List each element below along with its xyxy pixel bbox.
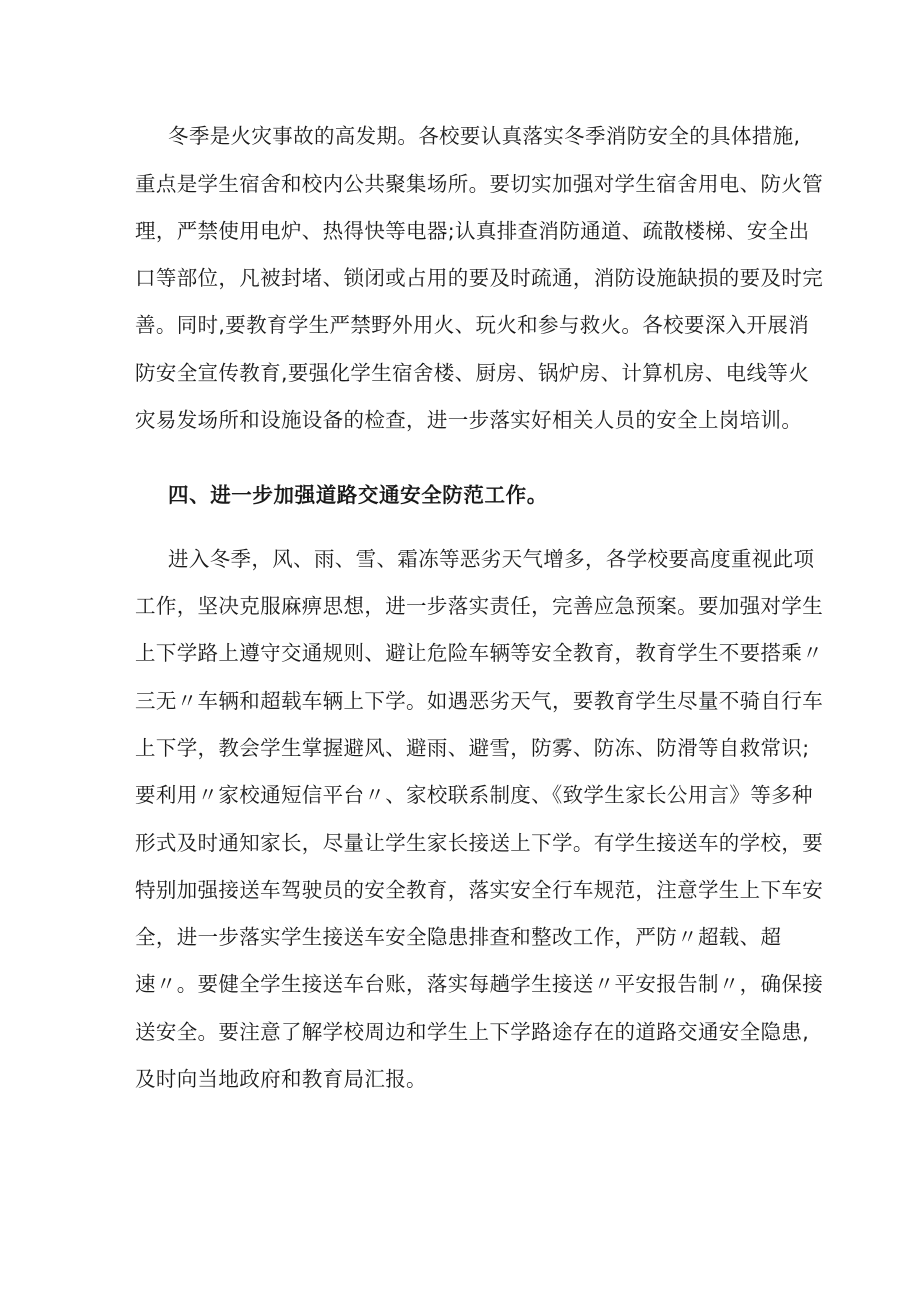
paragraph-line: 口等部位，凡被封堵、锁闭或占用的要及时疏通，消防设施缺损的要及时完: [135, 266, 824, 290]
paragraph-line: 善。同时,要教育学生严禁野外用火、玩火和参与救火。各校要深入开展消: [135, 313, 810, 337]
paragraph-line: 三无〃车辆和超载车辆上下学。如遇恶劣天气，要教育学生尽量不骑自行车: [135, 689, 824, 713]
paragraph-line: 送安全。要注意了解学校周边和学生上下学路途存在的道路交通安全隐患,: [135, 1020, 810, 1044]
paragraph-line: 理，严禁使用电炉、热得快等电器;认真排查消防通道、疏散楼梯、安全出: [135, 219, 810, 243]
paragraph-line: 上下学路上遵守交通规则、避让危险车辆等安全教育，教育学生不要搭乘〃: [135, 641, 824, 665]
section-heading: 四、进一步加强道路交通安全防范工作。: [168, 483, 548, 507]
paragraph-line: 重点是学生宿舍和校内公共聚集场所。要切实加强对学生宿舍用电、防火管: [135, 172, 824, 196]
paragraph-line: 冬季是火灾事故的高发期。各校要认真落实冬季消防安全的具体措施,: [168, 124, 801, 148]
paragraph-line: 速〃。要健全学生接送车台账，落实每趟学生接送〃平安报告制〃，确保接: [135, 972, 824, 996]
paragraph-line: 进入冬季，风、雨、雪、霜冻等恶劣天气增多，各学校要高度重视此项: [168, 547, 815, 571]
paragraph-line: 特别加强接送车驾驶员的安全教育，落实安全行车规范，注意学生上下车安: [135, 878, 824, 902]
paragraph-line: 及时向当地政府和教育局汇报。: [135, 1067, 427, 1091]
paragraph-line: 形式及时通知家长，尽量让学生家长接送上下学。有学生接送车的学校，要: [135, 831, 824, 855]
paragraph-line: 要利用〃家校通短信平台〃、家校联系制度、《致学生家长公用言》等多种: [135, 783, 813, 807]
paragraph-line: 灾易发场所和设施设备的检查，进一步落实好相关人员的安全上岗培训。: [135, 408, 803, 432]
paragraph-line: 防安全宣传教育,要强化学生宿舍楼、厨房、锅炉房、计算机房、电线等火: [135, 361, 810, 385]
paragraph-line: 工作，坚决克服麻痹思想，进一步落实责任，完善应急预案。要加强对学生: [135, 594, 824, 618]
paragraph-line: 上下学，教会学生掌握避风、避雨、避雪，防雾、防冻、防滑等自救常识;: [135, 736, 810, 760]
paragraph-line: 全，进一步落实学生接送车安全隐患排查和整改工作，严防〃超载、超: [135, 925, 782, 949]
